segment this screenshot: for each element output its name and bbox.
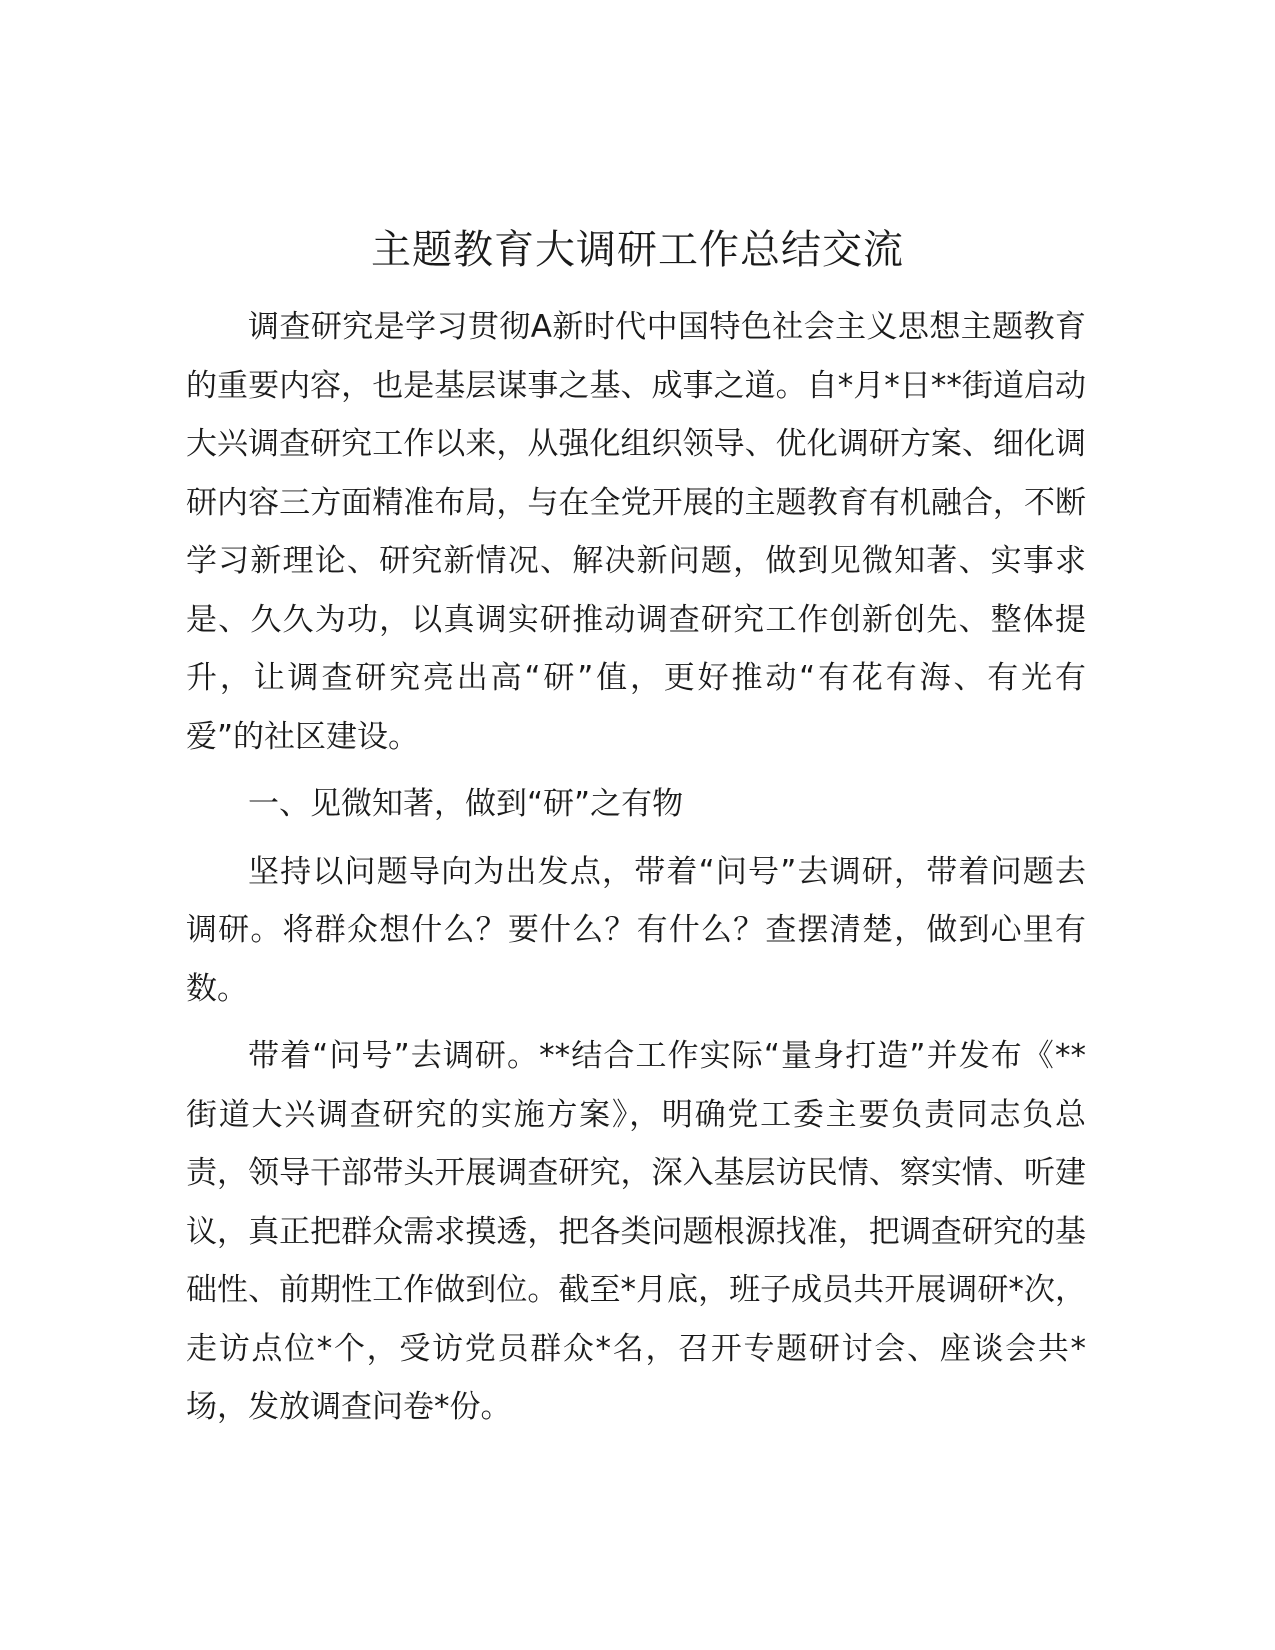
paragraph-research-with-questions: 带着“问号”去调研。**结合工作实际“量身打造”并发布《**街道大兴调查研究的实施方案》，明确党工委主要负责同志负总责，领导干部带头开展调查研究，深入基层访民情、察实情、听建议，真正把群众需求摸透，把各类问题根源找准，把调查研究的基础性、前期性工作做到位。截至*月底，班子成员共开展调研*次，走访点位*个，受访党员群众*名，召开专题研讨会、座谈会共*场，发放调查问卷*份。 xyxy=(186,1038,1086,1425)
document-title: 主题教育大调研工作总结交流 xyxy=(371,227,904,273)
document-body xyxy=(186,298,1086,1437)
section-heading-1: 一、见微知著，做到“研”之有物 xyxy=(248,786,684,822)
paragraph-intro: 调查研究是学习贯彻A新时代中国特色社会主义思想主题教育的重要内容，也是基层谋事之基、成事之道。自*月*日**街道启动大兴调查研究工作以来，从强化组织领导、优化调研方案、细化调研内容三方面精准布局，与在全党开展的主题教育有机融合，不断学习新理论、研究新情况、解决新问题，做到见微知著、实事求是、久久为功，以真调实研推动调查研究工作创新创先、整体提升，让调查研究亮出高“研”值，更好推动“有花有海、有光有爱”的社区建设。 xyxy=(186,309,1086,755)
paragraph-problem-oriented: 坚持以问题导向为出发点，带着“问号”去调研，带着问题去调研。将群众想什么？要什么？有什么？查摆清楚，做到心里有数。 xyxy=(186,853,1086,1007)
